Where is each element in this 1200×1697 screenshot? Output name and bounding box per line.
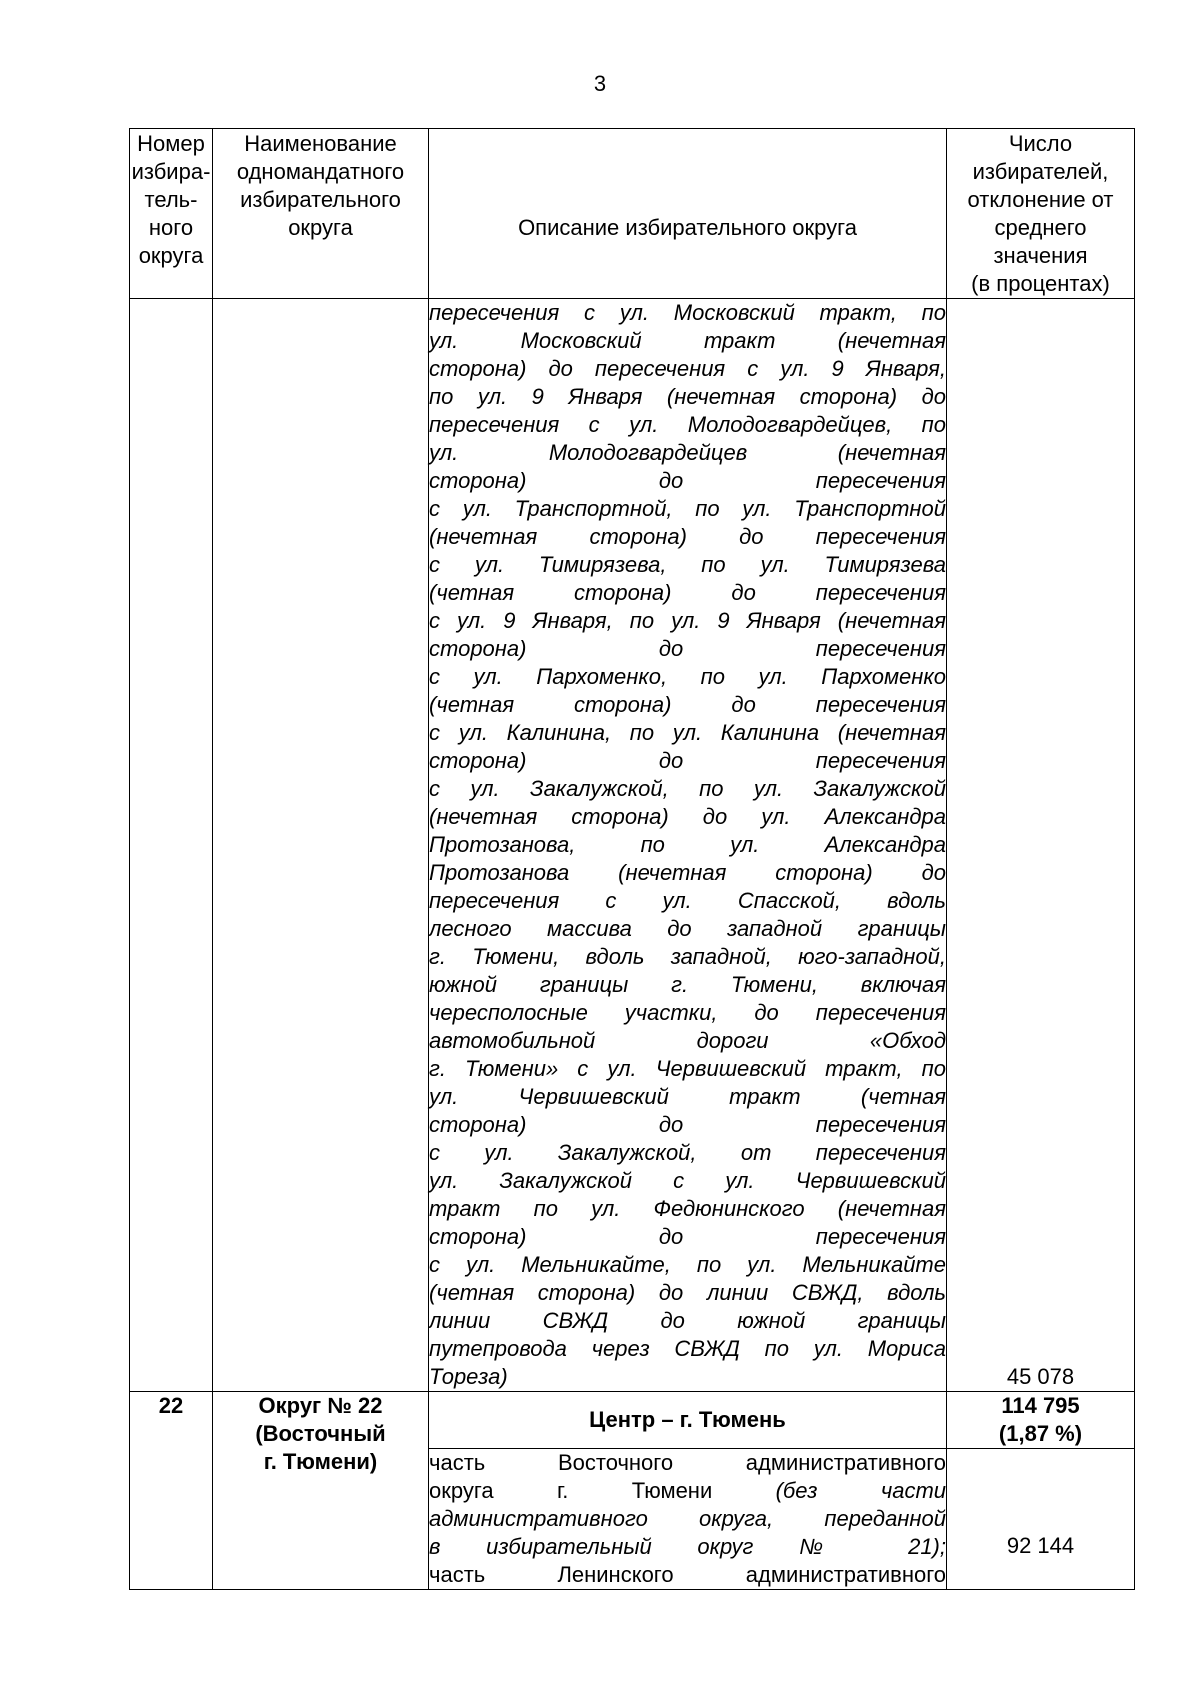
- description-line: Тореза): [429, 1364, 508, 1389]
- continued-description-cell: [429, 299, 947, 1392]
- district-22-description-text: [429, 1449, 946, 1589]
- description-line: Протозанова, по ул. Александра: [429, 832, 946, 857]
- continued-number-cell: [130, 299, 213, 1392]
- description-line: (нечетная сторона) до пересечения: [429, 524, 946, 549]
- description-line: [429, 1505, 946, 1533]
- continued-description-text: [429, 299, 946, 1391]
- description-line: пересечения с ул. Московский тракт, по: [429, 300, 946, 325]
- description-line: лесного массива до западной границы: [429, 916, 946, 941]
- continued-name-cell: [213, 299, 429, 1392]
- description-line: пересечения с ул. Молодогвардейцев, по: [429, 412, 946, 437]
- description-segment: округа г. Тюмени: [429, 1478, 776, 1503]
- description-segment: часть Ленинского административного: [429, 1562, 946, 1587]
- description-line: по ул. 9 Января (нечетная сторона) до: [429, 384, 946, 409]
- description-line: сторона) до пересечения: [429, 1224, 946, 1249]
- description-line: с ул. Тимирязева, по ул. Тимирязева: [429, 552, 946, 577]
- header-description: [429, 129, 947, 299]
- districts-table: [129, 128, 1135, 1590]
- table-header-row: [130, 129, 1135, 299]
- description-line: с ул. Закалужской, от пересечения: [429, 1140, 946, 1165]
- description-segment-tail: (без части: [775, 1478, 947, 1503]
- description-segment: административного округа, переданной: [429, 1506, 946, 1531]
- description-line: г. Тюмени, вдоль западной, юго-западной,: [429, 944, 946, 969]
- description-line: сторона) до пересечения: [429, 636, 946, 661]
- description-line: (четная сторона) до линии СВЖД, вдоль: [429, 1280, 946, 1305]
- continued-voters-value: 45 078: [1006, 1364, 1075, 1389]
- description-line: с ул. Закалужской, по ул. Закалужской: [429, 776, 946, 801]
- description-line: (четная сторона) до пересечения: [429, 580, 946, 605]
- description-line: линии СВЖД до южной границы: [429, 1308, 946, 1333]
- page-number: 3: [593, 71, 607, 96]
- district-22-group-title: Центр – г. Тюмень: [589, 1407, 786, 1432]
- header-name-text: Наименование одномандатного избирательного округа: [236, 131, 405, 240]
- header-number-text: Номер избира- тель- ного округа: [131, 131, 211, 268]
- description-line: г. Тюмени» с ул. Червишевский тракт, по: [429, 1056, 946, 1081]
- description-line: (четная сторона) до пересечения: [429, 692, 946, 717]
- description-line: Протозанова (нечетная сторона) до: [429, 860, 946, 885]
- description-segment: часть Восточного административного: [429, 1450, 946, 1475]
- description-line: ул. Червишевский тракт (четная: [429, 1084, 946, 1109]
- district-22-group-title-cell: [429, 1392, 947, 1449]
- description-line: с ул. 9 Января, по ул. 9 Января (нечетная: [429, 608, 946, 633]
- description-line: тракт по ул. Федюнинского (нечетная: [429, 1196, 946, 1221]
- table-row-continued: [130, 299, 1135, 1392]
- header-district-number: [130, 129, 213, 299]
- district-22-name-cell: [213, 1392, 429, 1590]
- table-row-district-22: [130, 1392, 1135, 1449]
- description-line: ул. Московский тракт (нечетная: [429, 328, 946, 353]
- description-line: с ул. Пархоменко, по ул. Пархоменко: [429, 664, 946, 689]
- description-line: чересполосные участки, до пересечения: [429, 1000, 946, 1025]
- header-description-text: Описание избирательного округа: [518, 215, 857, 240]
- description-line: ул. Закалужской с ул. Червишевский: [429, 1168, 946, 1193]
- description-line: сторона) до пересечения: [429, 468, 946, 493]
- district-22-name: Округ № 22 (Восточный г. Тюмени): [255, 1393, 386, 1474]
- description-line: ул. Молодогвардейцев (нечетная: [429, 440, 946, 465]
- header-voters-text: Число избирателей, отклонение от среднего значения (в процентах): [967, 131, 1114, 296]
- district-22-description-cell: [429, 1449, 947, 1590]
- description-line: [429, 1533, 946, 1561]
- description-line: с ул. Мельникайте, по ул. Мельникайте: [429, 1252, 946, 1277]
- description-line: сторона) до пересечения: [429, 1112, 946, 1137]
- description-line: [429, 1477, 946, 1505]
- district-22-group-total: 114 795 (1,87 %): [998, 1393, 1083, 1446]
- district-22-voters: 92 144: [1006, 1533, 1075, 1558]
- description-line: [429, 1561, 946, 1589]
- description-line: [429, 1449, 946, 1477]
- district-22-number: 22: [158, 1393, 184, 1418]
- description-line: с ул. Транспортной, по ул. Транспортной: [429, 496, 946, 521]
- description-line: (нечетная сторона) до ул. Александра: [429, 804, 946, 829]
- continued-voters-cell: [947, 299, 1135, 1392]
- description-line: пересечения с ул. Спасской, вдоль: [429, 888, 946, 913]
- description-line: путепровода через СВЖД по ул. Мориса: [429, 1336, 946, 1361]
- description-line: южной границы г. Тюмени, включая: [429, 972, 946, 997]
- district-22-number-cell: [130, 1392, 213, 1590]
- header-voters: [947, 129, 1135, 299]
- district-22-voters-cell: [947, 1449, 1135, 1590]
- description-line: с ул. Калинина, по ул. Калинина (нечетная: [429, 720, 946, 745]
- description-line: автомобильной дороги «Обход: [429, 1028, 946, 1053]
- description-line: сторона) до пересечения: [429, 748, 946, 773]
- description-segment: в избирательный округ № 21);: [429, 1534, 946, 1559]
- district-22-group-total-cell: [947, 1392, 1135, 1449]
- description-line: сторона) до пересечения с ул. 9 Января,: [429, 356, 946, 381]
- header-district-name: [213, 129, 429, 299]
